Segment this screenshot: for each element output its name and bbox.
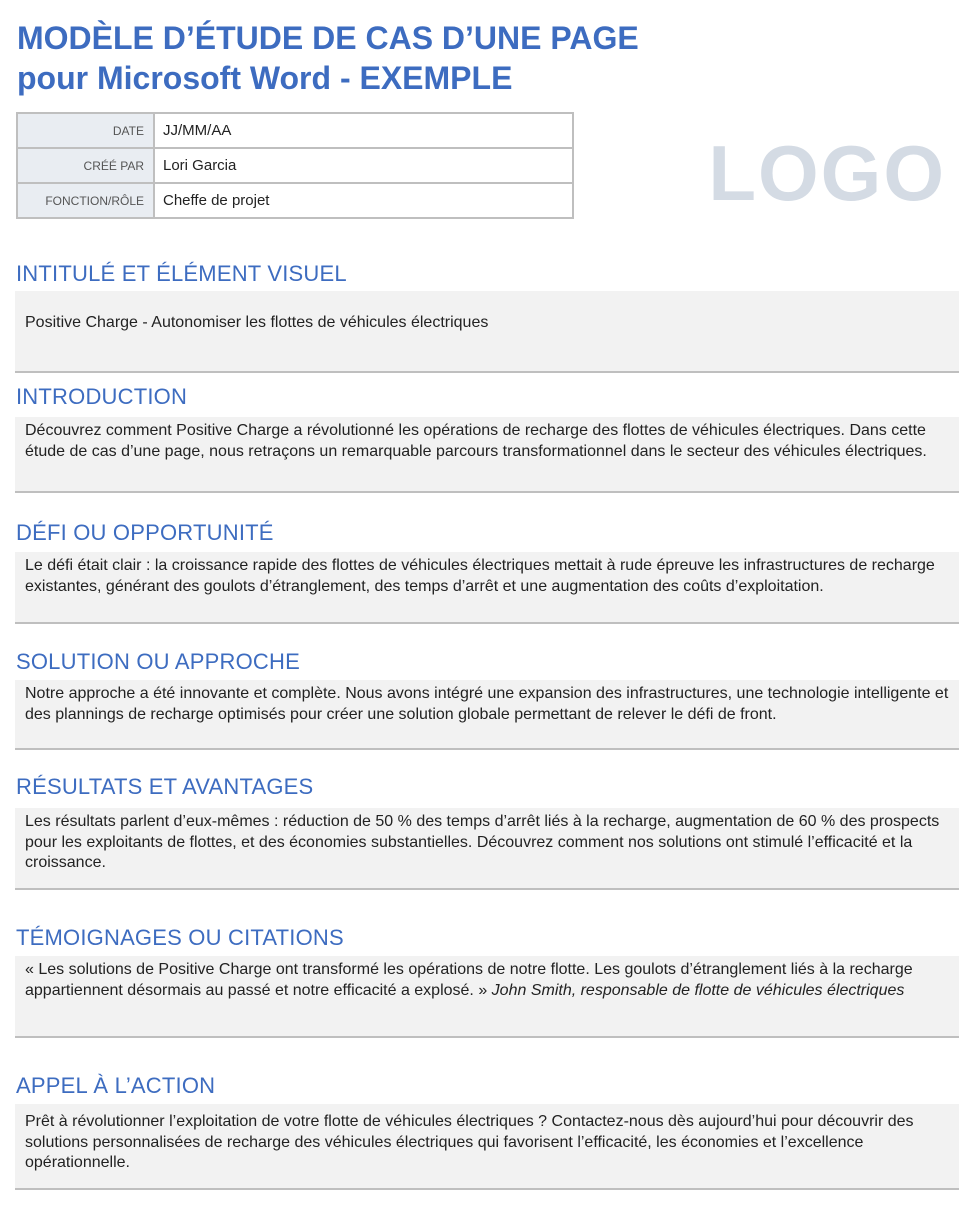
meta-row-date [17,113,573,148]
section-body-challenge[interactable]: Le défi était clair : la croissance rapide des flottes de véhicules électriques mettait à rude épreuve les infrastructures de recharge existantes, générant des goulots d’étranglement, des temps d’arrêt et une augmentation des coûts d’exploitation. [15,552,959,624]
section-heading-testimonials: TÉMOIGNAGES OU CITATIONS [16,925,344,950]
created-by-label: CRÉÉ PAR [17,148,154,183]
role-label: FONCTION/RÔLE [17,183,154,218]
section-body-introduction[interactable]: Découvrez comment Positive Charge a révolutionné les opérations de recharge des flottes de véhicules électriques. Dans cette étude de cas d’une page, nous retraçons un remarquable parcours transformationnel dans le secteur des véhicules électriques. [15,417,959,493]
role-value[interactable]: Cheffe de projet [154,183,573,218]
date-value[interactable]: JJ/MM/AA [154,113,573,148]
testimonial-quote: « Les solutions de Positive Charge ont transformé les opérations de notre flotte. Les goulots d’étranglement liés à la recharge appartiennent désormais au passé et notre efficacité a explosé. » [25,961,913,999]
section-body-title-visual[interactable]: Positive Charge - Autonomiser les flottes de véhicules électriques [15,291,959,373]
logo-placeholder: LOGO [708,129,946,217]
date-label: DATE [17,113,154,148]
meta-table [16,112,574,219]
section-heading-results: RÉSULTATS ET AVANTAGES [16,774,314,799]
section-body-cta[interactable]: Prêt à révolutionner l’exploitation de votre flotte de véhicules électriques ? Contactez-nous dès aujourd’hui pour découvrir des solutions personnalisées de recharge des véhicules électriques qui favorisent l’efficacité, les économies et l’excellence opérationnelle. [15,1104,959,1190]
section-heading-introduction: INTRODUCTION [16,384,188,409]
section-body-solution[interactable]: Notre approche a été innovante et complète. Nous avons intégré une expansion des infrastructures, une technologie intelligente et des plannings de recharge optimisés pour créer une solution globale permettant de relever le défi de front. [15,680,959,750]
section-heading-challenge: DÉFI OU OPPORTUNITÉ [16,520,274,545]
testimonial-author: John Smith, responsable de flotte de véhicules électriques [491,981,905,999]
meta-row-role [17,183,573,218]
created-by-value[interactable]: Lori Garcia [154,148,573,183]
section-heading-title-visual: INTITULÉ ET ÉLÉMENT VISUEL [16,261,347,286]
title-line-2: pour Microsoft Word - EXEMPLE [17,60,513,96]
meta-row-created [17,148,573,183]
section-heading-solution: SOLUTION OU APPROCHE [16,649,300,674]
section-body-results[interactable]: Les résultats parlent d’eux-mêmes : réduction de 50 % des temps d’arrêt liés à la recharge, augmentation de 60 % des prospects pour les exploitants de flottes, et des économies substantielles. Découvrez comment nos solutions ont stimulé l’efficacité et la croissance. [15,808,959,890]
title-line-1: MODÈLE D’ÉTUDE DE CAS D’UNE PAGE [17,20,639,56]
page-title [17,18,639,98]
section-heading-cta: APPEL À L’ACTION [16,1073,216,1098]
section-body-testimonials[interactable] [15,956,959,1038]
